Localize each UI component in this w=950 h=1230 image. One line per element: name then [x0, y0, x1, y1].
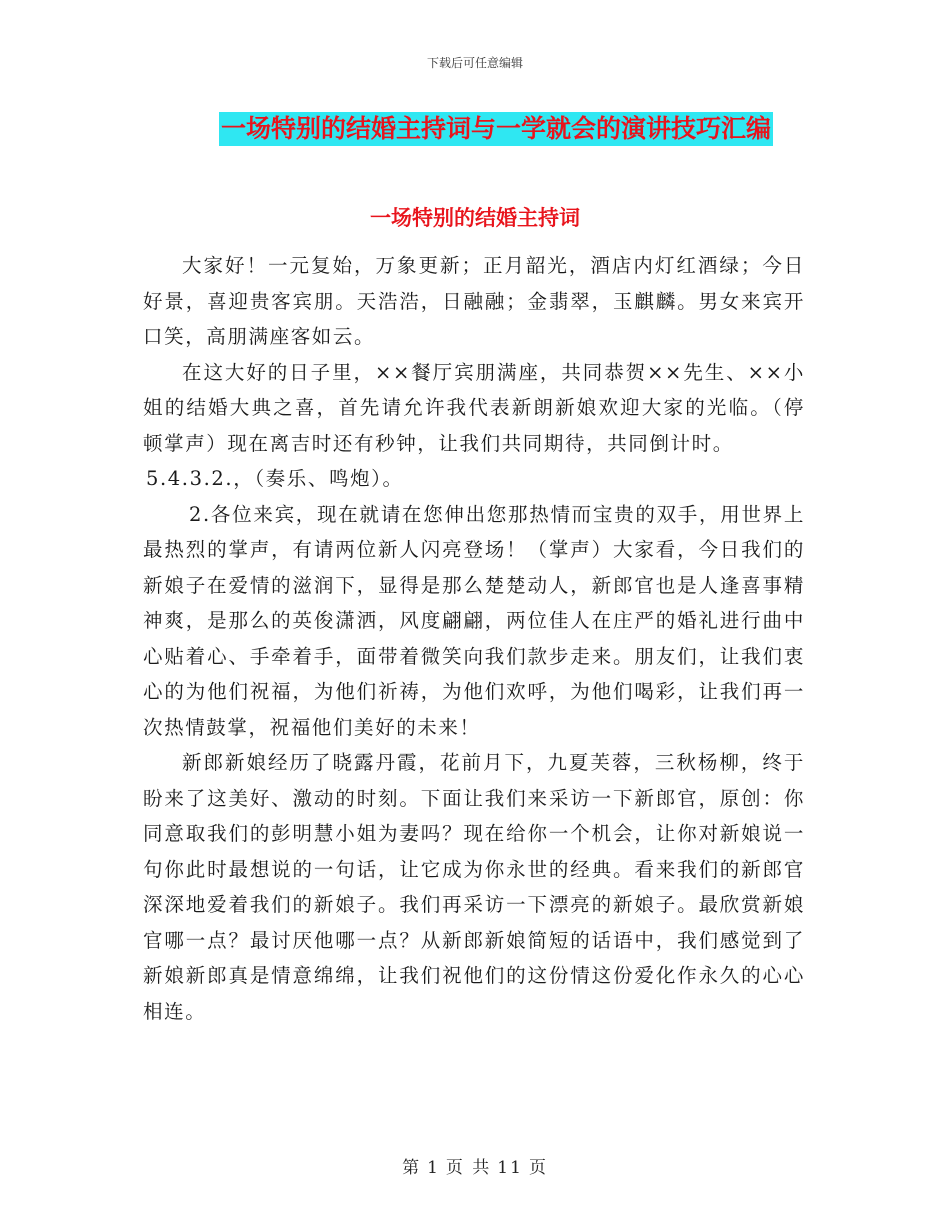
document-title: 一场特别的结婚主持词与一学就会的演讲技巧汇编	[219, 112, 773, 146]
paragraph-welcome: 在这大好的日子里，××餐厅宾朋满座，共同恭贺××先生、××小姐的结婚大典之喜，首先请允许我代表新朗新娘欢迎大家的光临。（停顿掌声）现在离吉时还有秒钟，让我们共同期待，共同倒计时。	[143, 360, 805, 455]
paragraph-greeting: 大家好！一元复始，万象更新；正月韶光，酒店内灯红酒绿；今日好景，喜迎贵客宾朋。天浩浩，日融融；金翡翠，玉麒麟。男女来宾开口笑，高朋满座客如云。	[143, 254, 805, 348]
footer-suffix: 页	[528, 1158, 548, 1178]
footer-page-number: 1	[427, 1158, 440, 1178]
footer-prefix: 第	[402, 1158, 422, 1178]
paragraph-countdown: 5.4.3.2.，（奏乐、鸣炮）。	[146, 467, 404, 490]
paragraph-entrance: 2.各位来宾，现在就请在您伸出您那热情而宝贵的双手，用世界上最热烈的掌声，有请两位新人闪亮登场！（掌声）大家看，今日我们的新娘子在爱情的滋润下，显得是那么楚楚动人，新郎官也是人逢喜事精神爽，是那么的英俊潇洒，风度翩翩，两位佳人在庄严的婚礼进行曲中心贴着心、手牵着手，面带着微笑向我们款步走来。朋友们，让我们衷心的为他们祝福，为他们祈祷，为他们欢呼，为他们喝彩，让我们再一次热情鼓掌，祝福他们美好的未来！	[143, 502, 805, 739]
section-title: 一场特别的结婚主持词	[370, 206, 580, 230]
header-note: 下载后可任意编辑	[426, 56, 523, 70]
paragraph-interview: 新郎新娘经历了晓露丹霞，花前月下，九夏芙蓉，三秋杨柳，终于盼来了这美好、激动的时刻。下面让我们来采访一下新郎官，原创：你同意取我们的彭明慧小姐为妻吗？现在给你一个机会，让你对新娘说一句你此时最想说的一句话，让它成为你永世的经典。看来我们的新郎官深深地爱着我们的新娘子。我们再采访一下漂亮的新娘子。最欣赏新娘官哪一点？最讨厌他哪一点？从新郎新娘简短的话语中，我们感觉到了新娘新郎真是情意绵绵，让我们祝他们的这份情这份爱化作永久的心心相连。	[143, 751, 805, 1023]
page-footer	[0, 1153, 950, 1178]
footer-total-pages: 11	[497, 1158, 523, 1178]
document-body	[143, 248, 805, 1029]
document-title-container	[0, 112, 950, 146]
footer-middle: 页 共	[445, 1158, 492, 1178]
